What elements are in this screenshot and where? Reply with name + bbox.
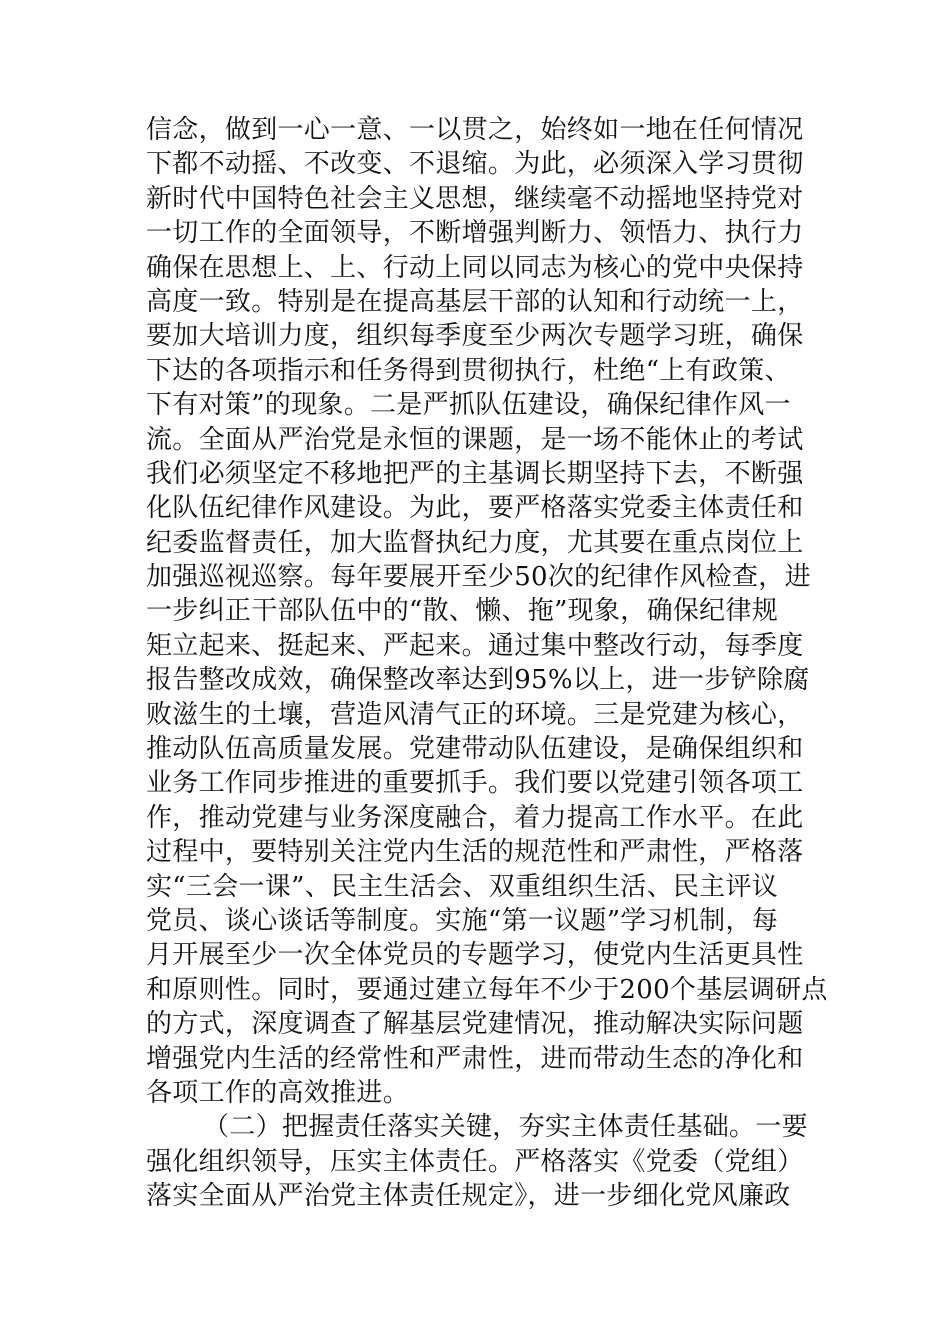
text-line: 确保在思想上、上、行动上同以同志为核心的党中央保持 — [146, 252, 804, 283]
text-line: 败滋生的土壤，营造风清气正的环境。三是党建为核心， — [146, 699, 804, 730]
text-line: 的方式，深度调查了解基层党建情况，推动解决实际问题 — [146, 1009, 804, 1040]
text-line: 作，推动党建与业务深度融合，着力提高工作水平。在此 — [146, 802, 804, 833]
text-line: 我们必须坚定不移地把严的主基调长期坚持下去，不断强 — [146, 458, 804, 489]
text-line: 要加大培训力度，组织每季度至少两次专题学习班，确保 — [146, 321, 804, 352]
text-line: 过程中，要特别关注党内生活的规范性和严肃性，严格落 — [146, 837, 804, 868]
text-line: 一切工作的全面领导，不断增强判断力、领悟力、执行力 — [146, 218, 804, 249]
text-line: 下达的各项指示和任务得到贯彻执行，杜绝“上有政策、 — [146, 355, 791, 386]
text-line: 纪委监督责任，加大监督执纪力度，尤其要在重点岗位上 — [146, 527, 804, 558]
text-line: 矩立起来、挺起来、严起来。通过集中整改行动，每季度 — [146, 630, 804, 661]
text-line: 化队伍纪律作风建设。为此，要严格落实党委主体责任和 — [146, 493, 804, 524]
text-line: 高度一致。特别是在提高基层干部的认知和行动统一上， — [146, 286, 804, 317]
text-line: 下都不动摇、不改变、不退缩。为此，必须深入学习贯彻 — [146, 149, 804, 180]
text-line: 加强巡视巡察。每年要展开至少50次的纪律作风检查，进 — [146, 562, 811, 593]
text-line: 实“三会一课”、民主生活会、双重组织生活、民主评议 — [146, 871, 779, 902]
text-line: 各项工作的高效推进。 — [146, 1077, 410, 1108]
text-line: 和原则性。同时，要通过建立每年不少于200个基层调研点 — [146, 974, 828, 1005]
document-body-text — [146, 113, 828, 1214]
section-heading-line: （二）把握责任落实关键，夯实主体责任基础。一要 — [203, 1112, 808, 1143]
text-line: 月开展至少一次全体党员的专题学习，使党内生活更具性 — [146, 940, 804, 971]
text-line: 报告整改成效，确保整改率达到95%以上，进一步铲除腐 — [146, 665, 810, 696]
text-line: 新时代中国特色社会主义思想，继续毫不动摇地坚持党对 — [146, 183, 804, 214]
text-line: 信念，做到一心一意、一以贯之，始终如一地在任何情况 — [146, 115, 804, 145]
text-line: 推动队伍高质量发展。党建带动队伍建设，是确保组织和 — [146, 734, 804, 765]
text-line: 下有对策”的现象。二是严抓队伍建设，确保纪律作风一 — [146, 390, 791, 421]
text-line: 党员、谈心谈话等制度。实施“第一议题”学习机制，每 — [146, 905, 779, 936]
text-line: 一步纠正干部队伍中的“散、懒、拖”现象，确保纪律规 — [146, 596, 779, 627]
text-line: 增强党内生活的经常性和严肃性，进而带动生态的净化和 — [146, 1043, 804, 1074]
text-line: 落实全面从严治党主体责任规定》，进一步细化党风廉政 — [146, 1181, 791, 1212]
text-line: 流。全面从严治党是永恒的课题，是一场不能休止的考试 — [146, 424, 804, 455]
text-line: 业务工作同步推进的重要抓手。我们要以党建引领各项工 — [146, 768, 804, 799]
text-line: 强化组织领导，压实主体责任。严格落实《党委（党组） — [146, 1146, 804, 1177]
